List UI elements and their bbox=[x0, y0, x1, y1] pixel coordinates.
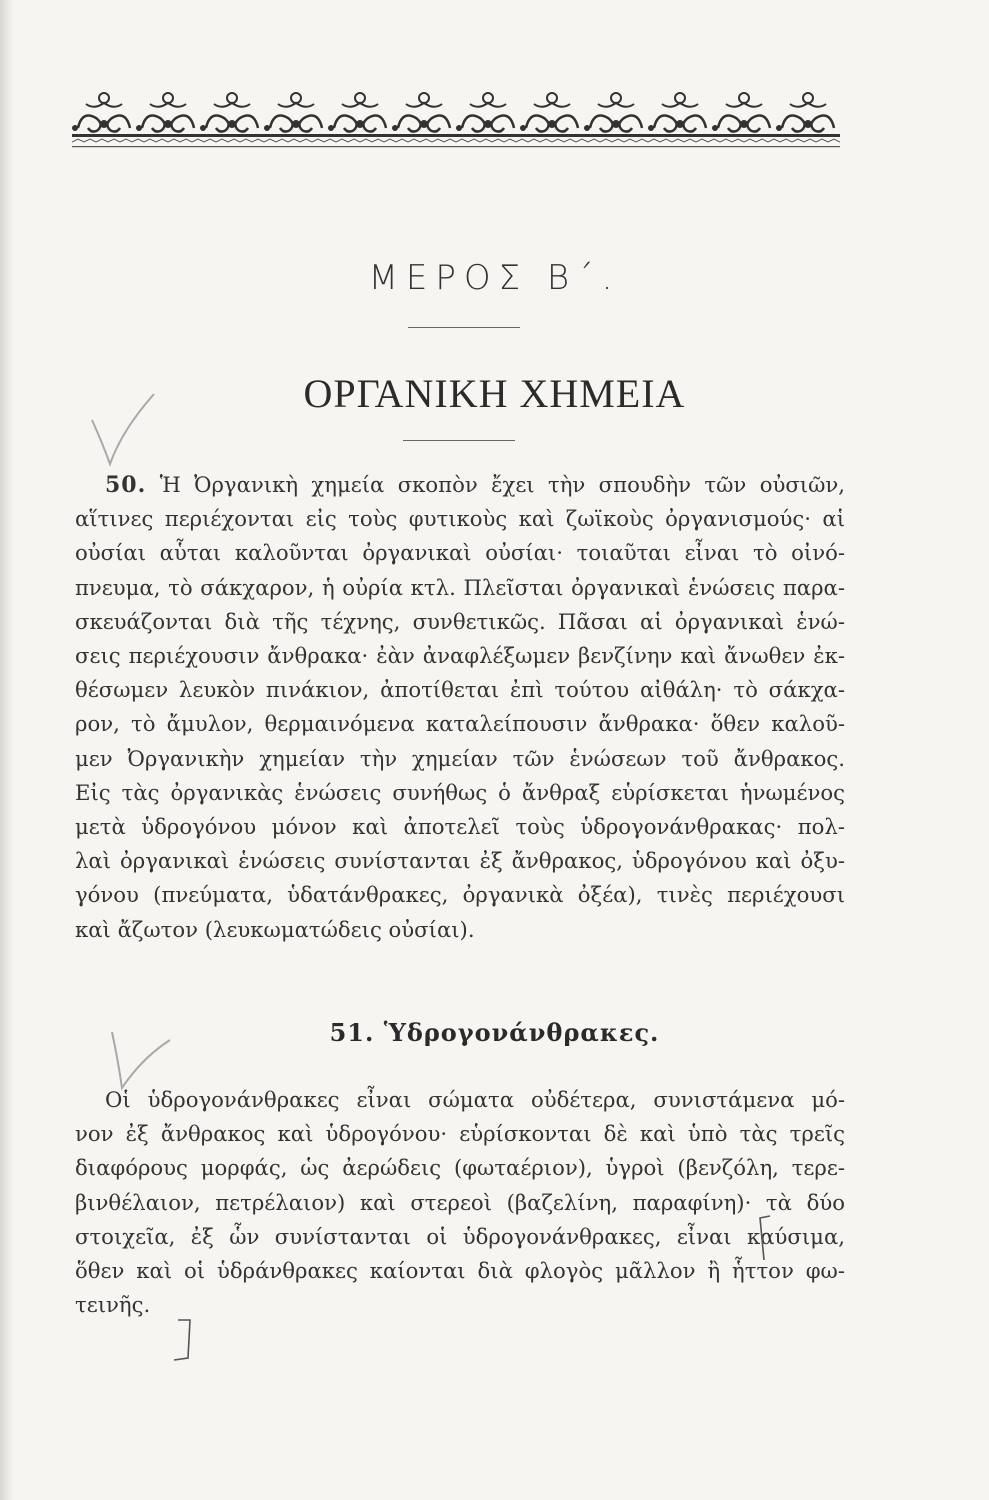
section-number: 51. bbox=[329, 1018, 375, 1047]
text-line: ὅθεν καὶ οἱ ὑδράνθρακες καίονται διὰ φλογὸς μᾶλλον ἢ ἧττον φω- bbox=[75, 1258, 845, 1284]
text-line: στοιχεῖα, ἐξ ὧν συνίστανται οἱ ὑδρογονάνθρακες, εἶναι καύσιμα, bbox=[75, 1223, 845, 1249]
text-line: γόνου (πνεύματα, ὑδατάνθρακες, ὀργανικὰ ὀξέα), τινὲς περιέχουσι bbox=[75, 882, 845, 908]
pencil-bracket-icon bbox=[172, 1318, 196, 1362]
text-line: μεν Ὀργανικὴν χημείαν τὴν χημείαν τῶν ἑνώσεων τοῦ ἄνθρακος. bbox=[75, 745, 845, 771]
section-title: Ὑδρογονάνθρακες. bbox=[383, 1018, 660, 1047]
section-number: 50. bbox=[105, 472, 147, 498]
text-line: 50. Ἡ Ὀργανικὴ χημεία σκοπὸν ἔχει τὴν σπουδὴν τῶν οὐσιῶν, bbox=[105, 472, 845, 498]
text-line: ρον, τὸ ἄμυλον, θερμαινόμενα καταλείπουσιν ἄνθρακα· ὅθεν καλοῦ- bbox=[75, 711, 845, 737]
main-title: ΟΡΓΑΝΙΚΗ ΧΗΜΕΙΑ bbox=[303, 371, 686, 416]
text-line: μετὰ ὑδρογόνου μόνον καὶ ἀποτελεῖ τοὺς ὑδρογονάνθρακας· πολ- bbox=[75, 814, 845, 840]
text-line: διαφόρους μορφάς, ὡς ἀερώδεις (φωταέριον), ὑγροὶ (βενζόλη, τερε- bbox=[75, 1155, 845, 1181]
paragraph-51 bbox=[75, 1083, 845, 1322]
text-line: Εἰς τὰς ὀργανικὰς ἑνώσεις συνήθως ὁ ἄνθραξ εὑρίσκεται ἡνωμένος bbox=[75, 779, 845, 805]
text-line: καὶ ἄζωτον (λευκωματώδεις οὐσίαι). bbox=[75, 916, 475, 942]
text-line: τεινῆς. bbox=[75, 1292, 151, 1318]
divider-rule-bottom bbox=[403, 440, 515, 441]
divider-rule-top bbox=[408, 327, 520, 328]
text-line: θέσωμεν λευκὸν πινάκιον, ἀποτίθεται ἐπὶ τούτου αἰθάλη· τὸ σάκχα- bbox=[75, 677, 845, 703]
text-line: σεις περιέχουσιν ἄνθρακα· ἐὰν ἀναφλέξωμεν βενζίνην καὶ ἄνωθεν ἐκ- bbox=[75, 643, 845, 669]
text-line: αἵτινες περιέχονται εἰς τοὺς φυτικοὺς καὶ ζωϊκοὺς ὀργανισμούς· αἱ bbox=[75, 506, 845, 532]
section-heading bbox=[0, 1018, 989, 1047]
page-edge-shadow bbox=[0, 0, 14, 1500]
pencil-bracket-icon bbox=[754, 1214, 774, 1262]
pencil-checkmark-icon bbox=[88, 390, 158, 470]
text-line: βινθέλαιον, πετρέλαιον) καὶ στερεοὶ (βαζελίνη, παραφίνη)· τὰ δύο bbox=[75, 1189, 845, 1215]
text-line: λαὶ ὀργανικαὶ ἑνώσεις συνίστανται ἐξ ἄνθρακος, ὑδρογόνου καὶ ὀξυ- bbox=[75, 848, 845, 874]
text-line: πνευμα, τὸ σάκχαρον, ἡ οὐρία κτλ. Πλεῖσται ὀργανικαὶ ἑνώσεις παρα- bbox=[75, 574, 845, 600]
text-line: σκευάζονται διὰ τῆς τέχνης, συνθετικῶς. Πᾶσαι αἱ ὀργανικαὶ ἑνώ- bbox=[75, 608, 845, 634]
paragraph-50 bbox=[75, 468, 845, 947]
text-line: νον ἐξ ἄνθρακος καὶ ὑδρογόνου· εὑρίσκονται δὲ καὶ ὑπὸ τὰς τρεῖς bbox=[75, 1121, 845, 1147]
ornamental-header-border bbox=[72, 88, 840, 150]
text-line: οὐσίαι αὗται καλοῦνται ὀργανικαὶ οὐσίαι· τοιαῦται εἶναι τὸ οἰνό- bbox=[75, 540, 845, 566]
part-title: ΜΕΡΟΣ Β΄. bbox=[368, 258, 621, 298]
text-line: Οἱ ὑδρογονάνθρακες εἶναι σώματα οὐδέτερα, συνιστάμενα μό- bbox=[105, 1087, 845, 1112]
